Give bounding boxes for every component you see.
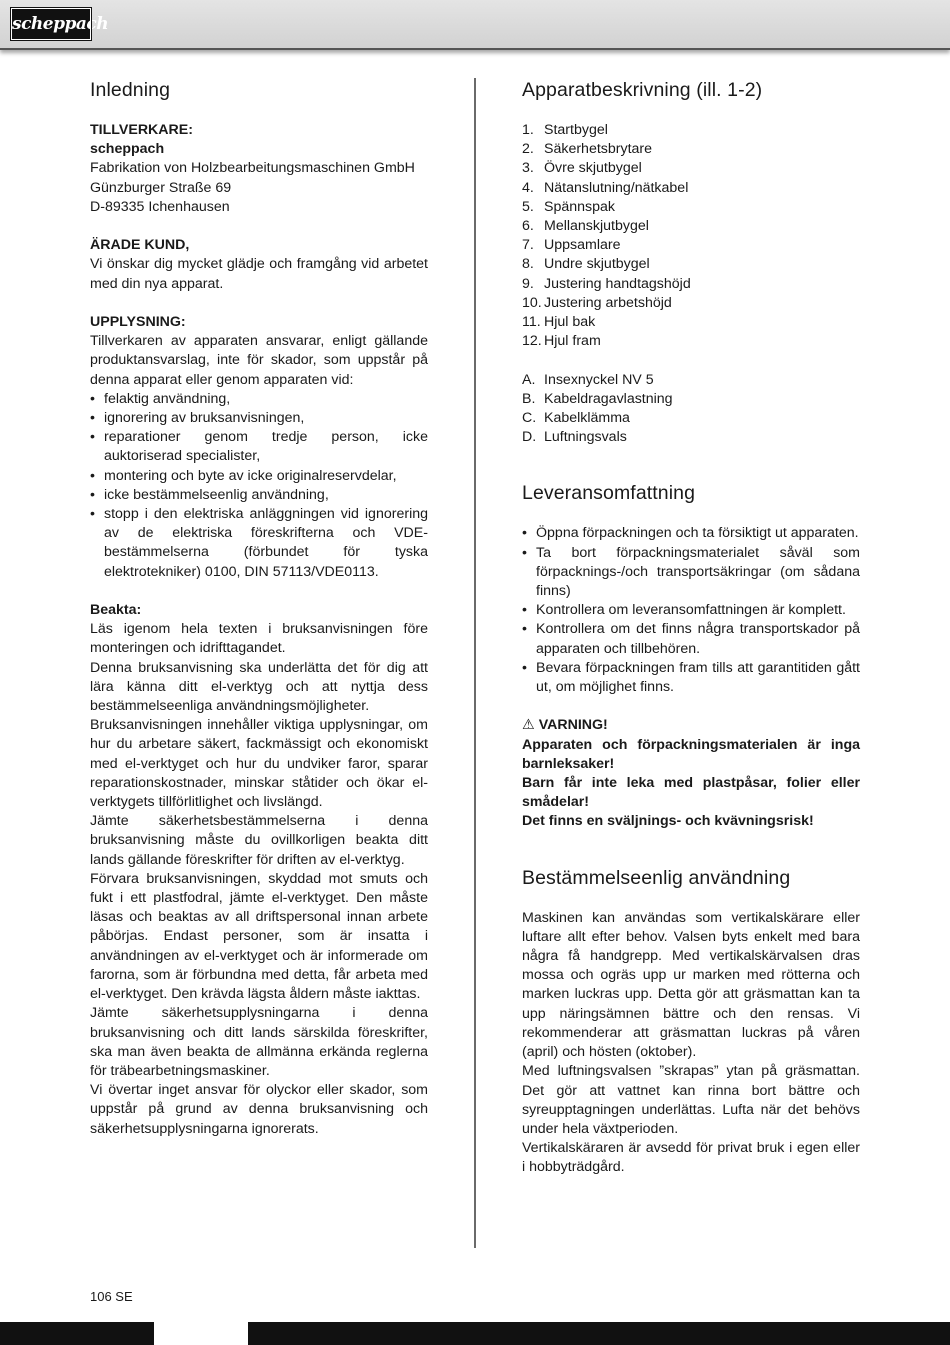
- address-line: Günzburger Straße 69: [90, 179, 232, 196]
- list-item: • Bevara förpackningen fram tills att garantitiden gått ut, om möjlighet finns.: [522, 659, 860, 697]
- list-item: D. Luftningsvals: [522, 429, 627, 446]
- note-paragraph: Denna bruksanvisning ska underlätta det för dig att lära känna ditt el-verktyg och att nyttja dess bestämmelseenliga användningsmöjligheter.: [90, 659, 428, 715]
- warning-line: Apparaten och förpackningsmaterialen är inga barnleksaker!: [522, 736, 860, 772]
- info-label: UPPLYSNING:: [90, 314, 186, 330]
- footer-bar: [0, 1322, 950, 1345]
- list-item: 6. Mellanskjutbygel: [522, 218, 649, 235]
- list-item: • reparationer genom tredje person, icke auktoriserad specialister,: [90, 428, 428, 466]
- warning-label: VARNING!: [538, 717, 608, 734]
- note-paragraph: Vi övertar inget ansvar för olyckor eller skador, som uppstår på grund av denna bruksanvisning och säkerhetsupplysningarna ignorerats.: [90, 1082, 428, 1137]
- list-item: B. Kabeldragavlastning: [522, 390, 673, 407]
- info-text: Tillverkaren av apparaten ansvarar, enligt gällande produktansvarslag, inte för skador, som uppstår på denna apparat eller genom apparaten vid:: [90, 333, 428, 388]
- list-item: 10. Justering arbetshöjd: [522, 294, 672, 311]
- list-item: 9. Justering handtagshöjd: [522, 275, 691, 292]
- list-item: • Kontrollera om leveransomfattningen är komplett.: [522, 601, 860, 620]
- list-item: • felaktig användning,: [90, 390, 428, 409]
- warning-line: Det finns en sväljnings- och kvävningsrisk!: [522, 813, 814, 830]
- left-column: [90, 78, 428, 1139]
- parts-list: [522, 121, 860, 351]
- warning-icon: ⚠: [522, 717, 535, 734]
- warning-line: Barn får inte leka med plastpåsar, folier eller smådelar!: [522, 775, 860, 811]
- list-item: 1. Startbygel: [522, 122, 608, 138]
- note-label: Beakta:: [90, 602, 142, 619]
- warning-heading: [522, 716, 860, 735]
- list-item: 3. Övre skjutbygel: [522, 160, 642, 177]
- intended-use-paragraph: Maskinen kan användas som vertikalskärare eller luftare allt efter behov. Valsen byts enkelt med bara några få handgrepp. Med vertikalskärvalsen dras mossa och ogräs upp ur marken med rötterna och marken luckras upp. Detta gör att gräsmattan kan ta upp näringsämnen bättre och den rensas. Vi rekommenderar att gräsmattan luckras på våren (april) och hösten (oktober).: [522, 909, 860, 1061]
- list-item: • Kontrollera om det finns några transportskador på apparaten och tillbehören.: [522, 620, 860, 658]
- intended-use-paragraph: Med luftningsvalsen ”skrapas” ytan på gräsmattan. Det gör att vattnet kan rinna bort bättre och syreupptagningen underlättas. Lufta när det behövs under hela växtperioden.: [522, 1063, 860, 1137]
- column-divider: [474, 78, 476, 1248]
- address-line: Fabrikation von Holzbearbeitungsmaschinen GmbH: [90, 160, 415, 177]
- list-item: • montering och byte av icke originalreservdelar,: [90, 467, 428, 486]
- note-paragraph: Läs igenom hela texten i bruksanvisningen före monteringen och idrifttagandet.: [90, 621, 428, 657]
- liability-list: [90, 390, 428, 582]
- list-item: 2. Säkerhetsbrytare: [522, 141, 653, 158]
- footer-bar-gap: [154, 1322, 248, 1345]
- delivery-list: [522, 524, 860, 697]
- accessories-list: [522, 371, 860, 448]
- dear-customer-text: Vi önskar dig mycket glädje och framgång vid arbetet med din nya apparat.: [90, 256, 428, 292]
- list-item: 5. Spännspak: [522, 198, 615, 215]
- intended-use-title: Bestämmelseenlig användning: [522, 866, 791, 889]
- list-item: • ignorering av bruksanvisningen,: [90, 409, 428, 428]
- page-number: 106 SE: [90, 1289, 133, 1304]
- manufacturer-label: TILLVERKARE:: [90, 122, 193, 138]
- list-item: 11. Hjul bak: [522, 314, 596, 331]
- company-name: scheppach: [90, 141, 165, 158]
- list-item: 12. Hjul fram: [522, 333, 601, 350]
- delivery-title: Leveransomfattning: [522, 482, 696, 505]
- dear-customer-label: ÄRADE KUND,: [90, 237, 190, 254]
- list-item: • icke bestämmelseenlig användning,: [90, 486, 428, 505]
- list-item: 8. Undre skjutbygel: [522, 256, 650, 273]
- brand-logo: scheppach: [11, 8, 91, 40]
- list-item: A. Insexnyckel NV 5: [522, 371, 654, 388]
- right-column: [522, 78, 860, 1178]
- description-title: Apparatbeskrivning (ill. 1-2): [522, 79, 763, 101]
- note-paragraph: Jämte säkerhetsbestämmelserna i denna bruksanvisning måste du ovillkorligen beakta ditt lands gällande föreskrifter för driften av el-verktyg.: [90, 813, 428, 868]
- list-item: C. Kabelklämma: [522, 410, 630, 427]
- note-paragraph: Bruksanvisningen innehåller viktiga upplysningar, om hur du arbetare säkert, fackmässigt och ekonomiskt med el-verktyget och hur du undviker faror, sparar reparationskostnader, minskar ståtider och ökar el-verktygets tillförlitlighet och livslängd.: [90, 717, 428, 811]
- list-item: 7. Uppsamlare: [522, 237, 621, 254]
- list-item: • stopp i den elektriska anläggningen vid ignorering av de elektriska föreskrifterna och VDE-bestämmelserna (förbundet för tyska elektrotekniker) 0100, DIN 57113/VDE0113.: [90, 505, 428, 582]
- intended-use-paragraph: Vertikalskäraren är avsedd för privat bruk i egen eller i hobbyträdgård.: [522, 1140, 860, 1176]
- list-item: • Öppna förpackningen och ta försiktigt ut apparaten.: [522, 524, 860, 543]
- note-paragraph: Förvara bruksanvisningen, skyddad mot smuts och fukt i ett plastfodral, jämte el-verktyget. Den måste läsas och beaktas av all driftspersonal innan arbete påbörjas. Endast personer, som är insatta i användningen av el-verktyget och är informerade om farorna, som är förbundna med detta, får arbeta med el-verktyget. Den krävda lägsta åldern måste iakttas.: [90, 870, 428, 1003]
- intro-title: Inledning: [90, 79, 171, 101]
- header-bar: [0, 0, 950, 50]
- address-line: D-89335 Ichenhausen: [90, 198, 230, 215]
- list-item: 4. Nätanslutning/nätkabel: [522, 179, 689, 196]
- list-item: • Ta bort förpackningsmaterialet såväl som förpacknings-/och transportsäkringar (om sådana finns): [522, 544, 860, 602]
- note-paragraph: Jämte säkerhetsupplysningarna i denna bruksanvisning och ditt lands särskilda föreskrifter, ska man även beakta de allmänna erkända reglerna för träbearbetningsmaskiner.: [90, 1005, 428, 1079]
